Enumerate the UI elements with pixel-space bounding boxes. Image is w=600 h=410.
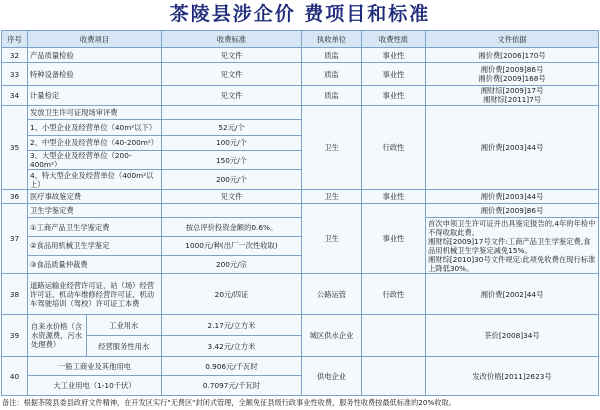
row-number: 32	[2, 48, 28, 63]
file-basis: 湘价费[2003]44号	[426, 106, 599, 190]
file-basis: 湘价费[2002]44号	[426, 274, 599, 315]
table-row	[2, 315, 599, 336]
row-number: 36	[2, 189, 28, 203]
fee-standard: 见文件	[162, 85, 302, 105]
fee-nature: 事业性	[362, 204, 426, 274]
fee-item: 特种设备检验	[28, 63, 162, 85]
fee-item: 道路运输业经营许可证、站（场）经营许可证、机动车维修经营许可证、机动车驾驶培训（驾校）许可证工本费	[28, 274, 162, 315]
row-number: 35	[2, 106, 28, 190]
fee-standard: 100元/个	[162, 135, 302, 150]
fee-item: 自来水价格（含水资源费，污水处理费）	[28, 315, 86, 356]
fee-subitem: 一般工商业及其他用电	[28, 357, 162, 376]
fee-standard: 见文件	[162, 48, 302, 63]
fee-item-group: 卫生学鉴定费	[28, 204, 162, 218]
table-row	[2, 63, 599, 85]
col-header-basis: 文件依据	[426, 31, 599, 48]
fee-subitem: ②食品用机械卫生学鉴定	[28, 237, 162, 256]
fee-nature: 事业性	[362, 63, 426, 85]
col-header-unit: 执收单位	[302, 31, 362, 48]
fee-nature: 事业性	[362, 85, 426, 105]
fee-item: 医疗事故鉴定费	[28, 189, 162, 203]
file-basis: 湘财综[2009]17号 湘财综[2011]7号	[426, 85, 599, 105]
collecting-unit: 供电企业	[302, 357, 362, 396]
fee-nature-empty	[362, 357, 426, 396]
table-row	[2, 189, 599, 203]
fee-item: 计量检定	[28, 85, 162, 105]
collecting-unit: 城区供水企业	[302, 315, 362, 357]
fee-item: 产品质量检验	[28, 48, 162, 63]
fee-nature-empty	[362, 315, 426, 357]
row-number: 33	[2, 63, 28, 85]
fee-subitem: 3、大型企业及经营单位（200-400m²）	[28, 151, 162, 170]
fee-subitem: 2、中型企业及经营单位（40-200m²）	[28, 135, 162, 150]
fee-subitem: 4、特大型企业及经营单位（400m²以上）	[28, 170, 162, 189]
fee-subitem: ③食品质量仲裁费	[28, 255, 162, 274]
fee-standard: 150元/个	[162, 151, 302, 170]
table-row	[2, 106, 599, 120]
file-basis: 发改价格[2011]2623号	[426, 357, 599, 396]
fee-standard: 200元/个	[162, 170, 302, 189]
row-number: 34	[2, 85, 28, 105]
file-basis: 湘价费[2009]86号 湘价费[2009]168号	[426, 63, 599, 85]
footnote: 备注：根据茶陵县委县政府文件精神，在开发区实行"无费区"封闭式管理，全额免征县级行政事业性收费，服务性收费按最低标准的20%收取。	[2, 398, 456, 407]
fee-subitem: 经营服务性用水	[98, 341, 150, 351]
collecting-unit: 卫生	[302, 204, 362, 274]
file-basis: 茶价[2008]34号	[426, 315, 599, 357]
collecting-unit: 质监	[302, 48, 362, 63]
col-header-nature: 收费性质	[362, 31, 426, 48]
col-header-standard: 收费标准	[162, 31, 302, 48]
col-header-item: 收费项目	[28, 31, 162, 48]
fee-standard: 0.7097元/千瓦时	[162, 376, 302, 396]
table-row	[2, 48, 599, 63]
fee-nature: 事业性	[362, 48, 426, 63]
fee-standard-empty	[162, 204, 302, 218]
table-row	[2, 218, 599, 237]
fee-subitem: ①工商产品卫生学鉴定费	[28, 218, 162, 237]
fee-standard: 见文件	[162, 189, 302, 203]
fee-standard: 52元/个	[162, 120, 302, 135]
table-row	[2, 204, 599, 218]
fee-subitem: 1、小型企业及经营单位（40m²以下）	[28, 120, 162, 135]
table-header-row	[2, 31, 599, 48]
fee-standard-empty	[162, 106, 302, 120]
row-number: 40	[2, 357, 28, 396]
collecting-unit: 公路运管	[302, 274, 362, 315]
fee-standard: 3.42元/立方米	[162, 336, 302, 357]
collecting-unit: 质监	[302, 85, 362, 105]
collecting-unit: 卫生	[302, 106, 362, 190]
fee-standard: 按总评价投资金额的0.6%。	[162, 218, 302, 237]
fee-item-split	[28, 315, 162, 357]
fee-item-group: 发放卫生许可证现场审评费	[28, 106, 162, 120]
fee-standard: 20元/四证	[162, 274, 302, 315]
collecting-unit: 质监	[302, 63, 362, 85]
water-item-subtable	[28, 315, 161, 356]
fee-standard: 0.906元/千瓦时	[162, 357, 302, 376]
fee-standard: 1000元/种(出厂一次性收取)	[162, 237, 302, 256]
table-row	[2, 85, 599, 105]
collecting-unit: 卫生	[302, 189, 362, 203]
table-row	[2, 274, 599, 315]
fee-standard: 2.17元/立方米	[162, 315, 302, 336]
file-basis-detail: 首次申领卫生许可证并出具鉴定报告的,4年的年检中不得收取此费。 湘财综[2009]17号文件:工商产品卫生学鉴定费,食品用机械卫生学鉴定减免15%。 湘财综[2010]30号文件规定:此项免收费在现行标准上降低30%。	[426, 218, 599, 274]
file-basis: 湘价费[2009]86号	[426, 204, 599, 218]
row-number: 39	[2, 315, 28, 357]
col-header-no: 序号	[2, 31, 28, 48]
page-title: 茶陵县涉企价 费项目和标准	[169, 3, 431, 25]
table-row	[2, 357, 599, 376]
fee-nature: 事业性	[362, 189, 426, 203]
fee-nature: 行政性	[362, 274, 426, 315]
row-number: 37	[2, 204, 28, 274]
file-basis: 湘价费[2006]170号	[426, 48, 599, 63]
fee-table	[1, 30, 599, 396]
fee-nature: 行政性	[362, 106, 426, 190]
fee-standard: 200元/宗	[162, 255, 302, 274]
fee-subitem: 大工业用电（1-10千伏）	[28, 376, 162, 396]
fee-standard: 见文件	[162, 63, 302, 85]
row-number: 38	[2, 274, 28, 315]
fee-subitem: 工业用水	[86, 315, 161, 335]
file-basis: 湘价费[2003]44号	[426, 189, 599, 203]
